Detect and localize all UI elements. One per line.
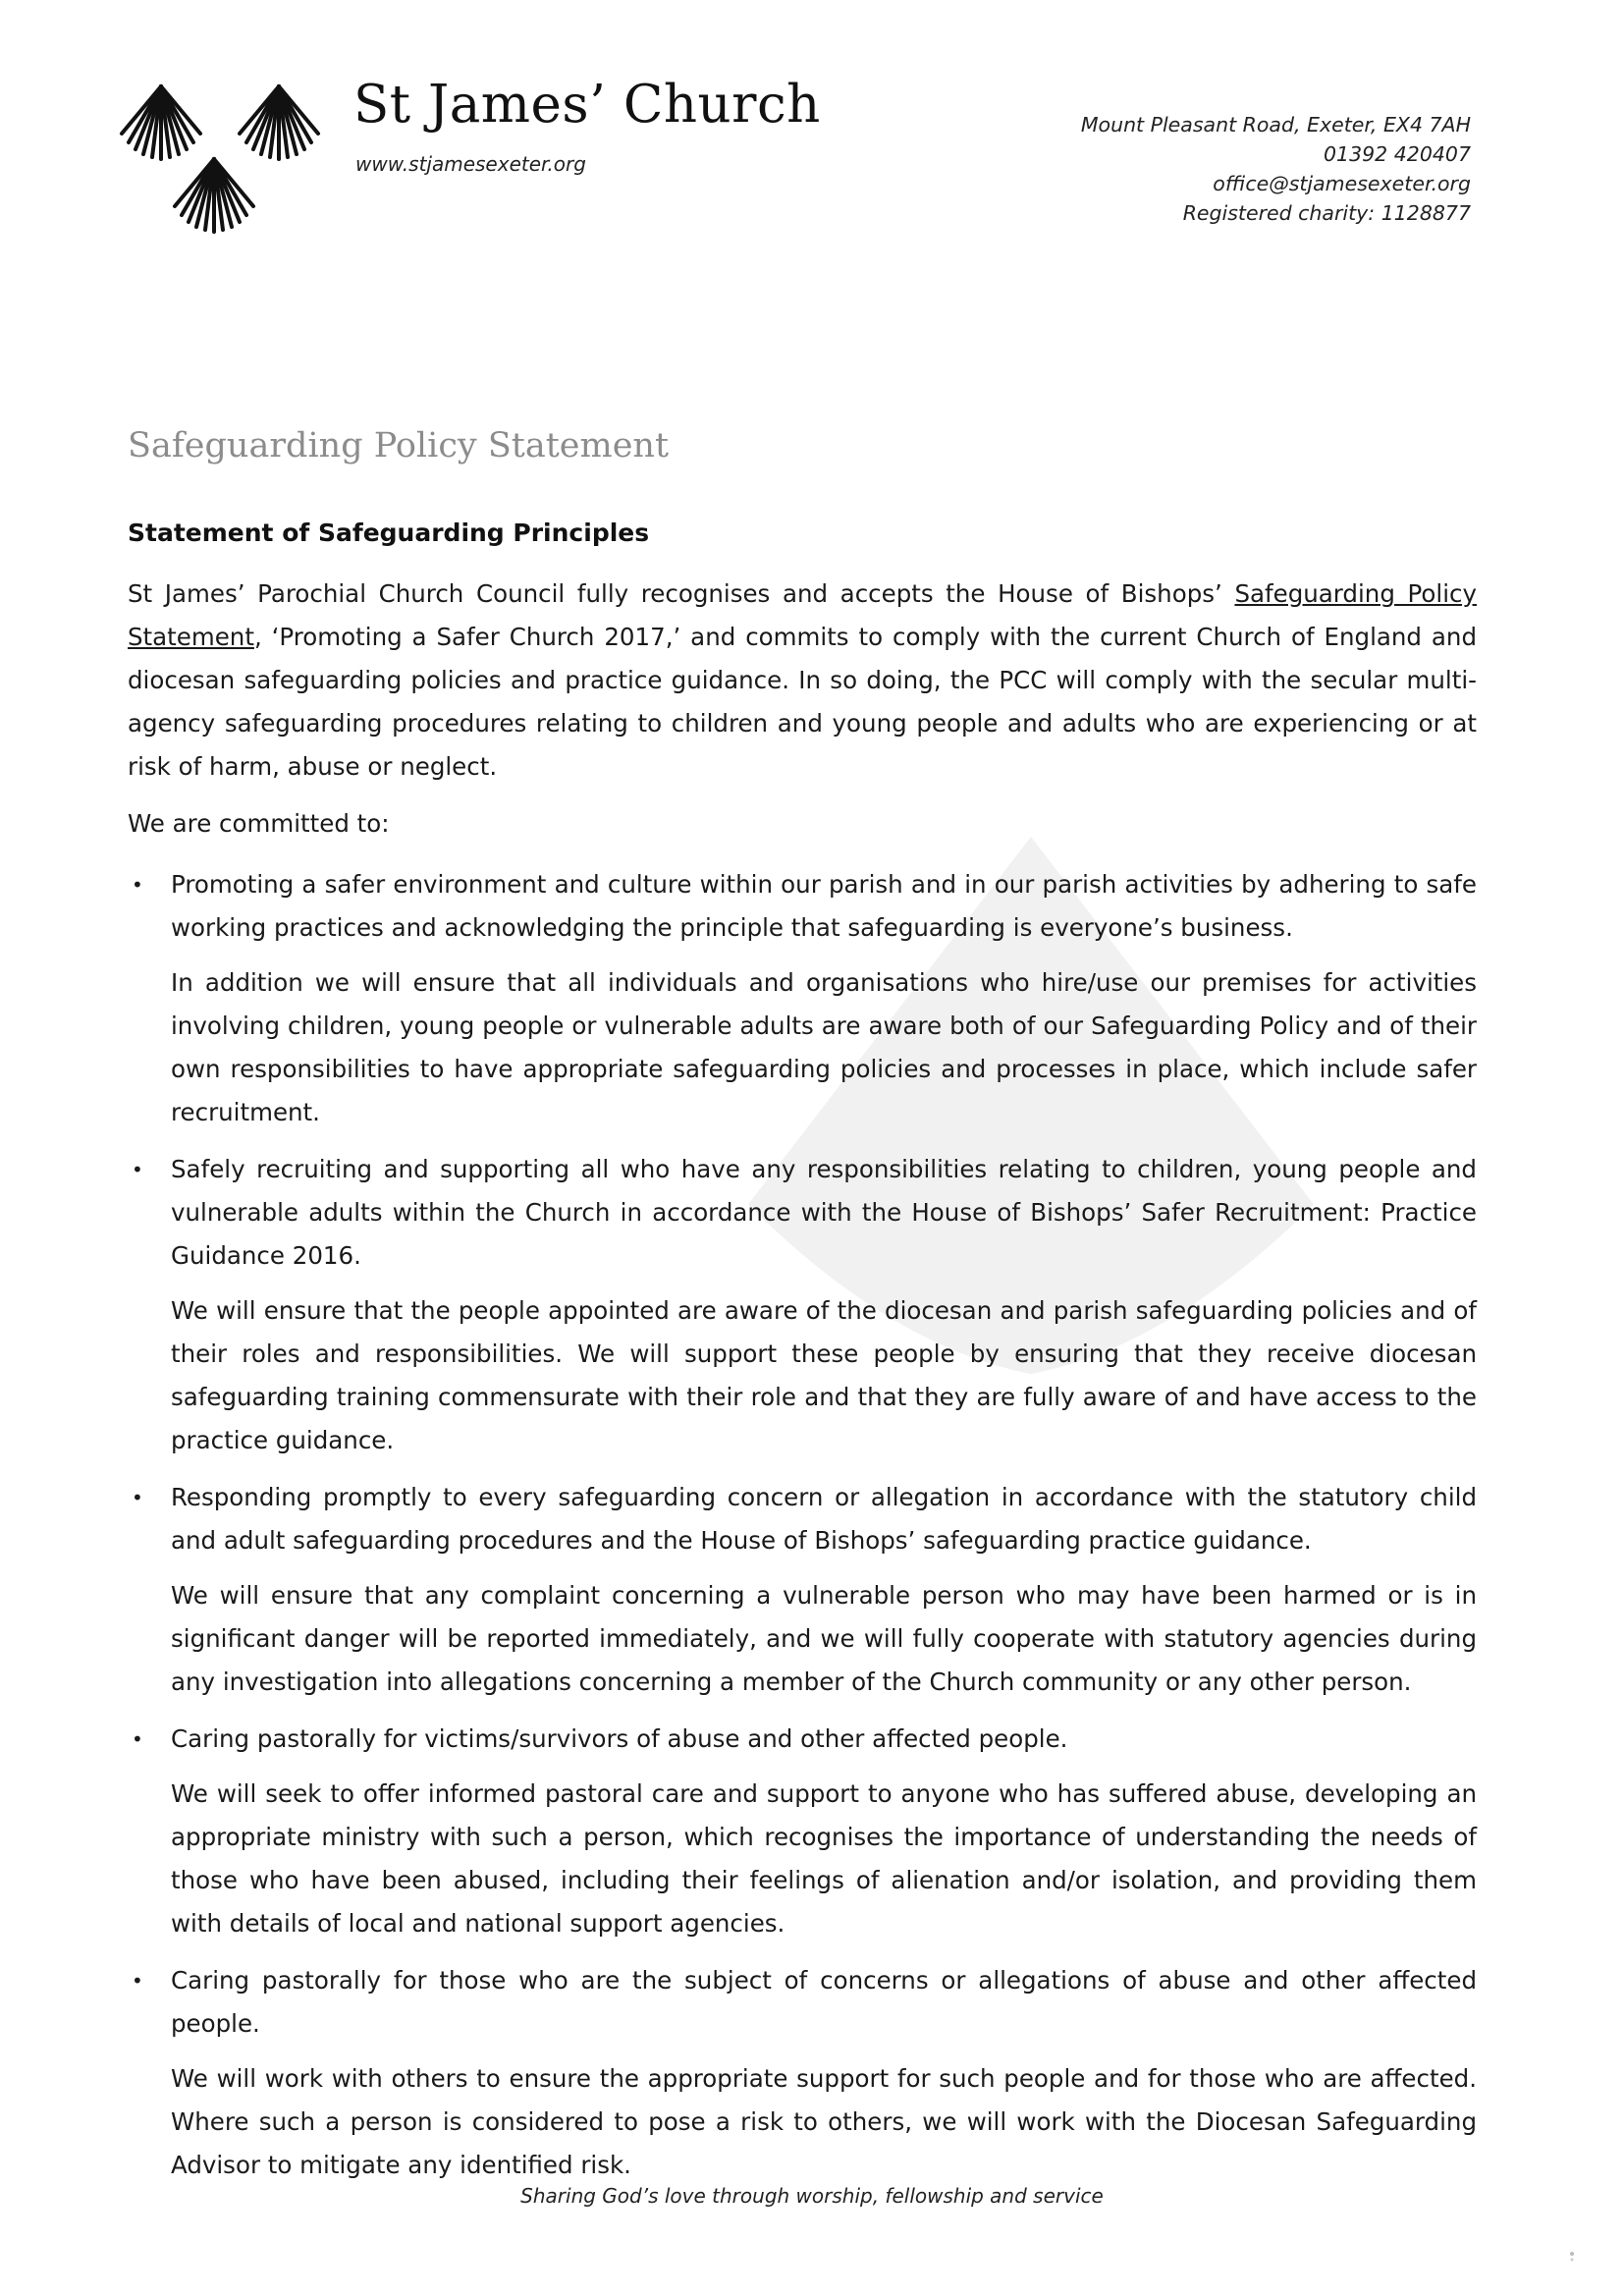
- contact-block: [921, 110, 1471, 228]
- org-name: St James’ Church: [353, 75, 821, 135]
- bullet-icon: •: [132, 1969, 143, 1993]
- commitments-list: [128, 863, 1477, 2187]
- commitment-text: Safely recruiting and supporting all who have any responsibilities relating to children, young people and vulnerable adults within the Church in accordance with the House of Bishops’ Safer Recruitment: Practice Guidance 2016.: [171, 1155, 1477, 1270]
- commitment-text: Caring pastorally for those who are the subject of concerns or allegations of abuse and other affected people.: [171, 1966, 1477, 2038]
- footer-tagline: Sharing God’s love through worship, fellowship and service: [520, 2184, 1104, 2208]
- website-link[interactable]: www.stjamesexeter.org: [355, 152, 586, 176]
- address: Mount Pleasant Road, Exeter, EX4 7AH: [1080, 113, 1471, 137]
- intro-text-start: St James’ Parochial Church Council fully recognises and accepts the House of Bishops’: [128, 579, 1235, 608]
- commitment-detail: We will work with others to ensure the appropriate support for such people and for those who are affected. Where such a person is considered to pose a risk to others, we will work with the Diocesan Safeguarding Advisor to mitigate any identified risk.: [171, 2064, 1477, 2179]
- document-title: Safeguarding Policy Statement: [128, 426, 670, 465]
- email-address[interactable]: office@stjamesexeter.org: [1213, 172, 1471, 195]
- bullet-icon: •: [132, 1158, 143, 1181]
- section-heading: Statement of Safeguarding Principles: [128, 519, 650, 547]
- commitment-detail: We will seek to offer informed pastoral care and support to anyone who has suffered abuse, developing an appropriate ministry with such a person, which recognises the importance of understanding the needs of those who have been abused, including their feelings of alienation and/or isolation, and providing them with details of local and national support agencies.: [171, 1779, 1477, 1938]
- list-item: [128, 1148, 1477, 1462]
- intro-text-end: , ‘Promoting a Safer Church 2017,’ and commits to comply with the current Church of England and diocesan safeguarding policies and practice guidance. In so doing, the PCC will comply with the secular multi-agency safeguarding procedures relating to children and young people and adults who are experiencing or at risk of harm, abuse or neglect.: [128, 623, 1477, 781]
- bullet-icon: •: [132, 1486, 143, 1509]
- document-body: [128, 573, 1477, 2201]
- bullet-icon: •: [132, 1727, 143, 1751]
- charity-number: Registered charity: 1128877: [1182, 201, 1471, 225]
- commitment-detail: We will ensure that the people appointed are aware of the diocesan and parish safeguarding policies and of their roles and responsibilities. We will support these people by ensuring that they receive diocesan safeguarding training commensurate with their role and that they are fully aware of and have access to the practice guidance.: [171, 1296, 1477, 1454]
- policy-statement-link[interactable]: Safeguarding Policy Statement: [128, 579, 1477, 651]
- list-item: [128, 1476, 1477, 1704]
- list-item: [128, 1718, 1477, 1945]
- commitment-text: Responding promptly to every safeguarding concern or allegation in accordance with the statutory child and adult safeguarding procedures and the House of Bishops’ safeguarding practice guidance.: [171, 1483, 1477, 1555]
- phone-number: 01392 420407: [1324, 142, 1471, 166]
- scan-mark-icon: [1567, 2249, 1577, 2263]
- intro-paragraph: [128, 573, 1477, 789]
- commitment-text: Promoting a safer environment and culture within our parish and in our parish activities by adhering to safe working practices and acknowledging the principle that safeguarding is everyone’s business.: [171, 870, 1477, 942]
- list-item: [128, 1959, 1477, 2187]
- committed-intro: We are committed to:: [128, 809, 390, 838]
- commitment-detail: We will ensure that any complaint concerning a vulnerable person who may have been harmed or is in significant danger will be reported immediately, and we will fully cooperate with statutory agencies during any investigation into allegations concerning a member of the Church community or any other person.: [171, 1581, 1477, 1696]
- list-item: [128, 863, 1477, 1134]
- commitment-text: Caring pastorally for victims/survivors of abuse and other affected people.: [171, 1724, 1068, 1753]
- bullet-icon: •: [132, 873, 143, 897]
- scallop-shells-logo-icon: [116, 75, 332, 244]
- commitment-detail: In addition we will ensure that all individuals and organisations who hire/use our premises for activities involving children, young people or vulnerable adults are aware both of our Safeguarding Policy and of their own responsibilities to have appropriate safeguarding policies and processes in place, which include safer recruitment.: [171, 968, 1477, 1126]
